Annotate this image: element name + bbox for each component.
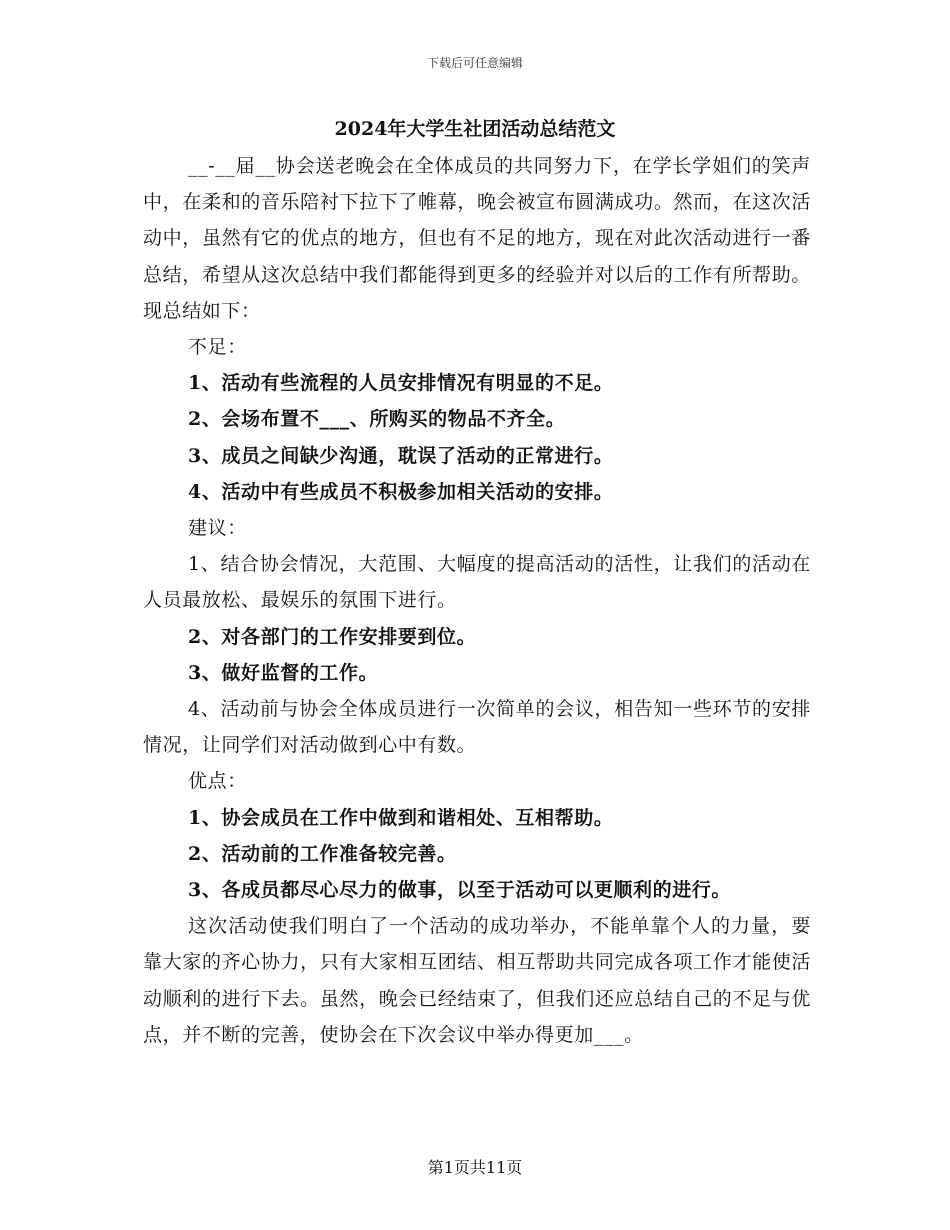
list-item: 1、结合协会情况，大范围、大幅度的提高活动的活性，让我们的活动在人员最放松、最娱乐的氛围下进行。 [143, 553, 811, 612]
page-number: 第1页共11页 [427, 1158, 523, 1177]
list-item: 2、对各部门的工作安排要到位。 [188, 625, 477, 648]
document-body [143, 148, 811, 1053]
paragraph: 这次活动使我们明白了一个活动的成功举办，不能单靠个人的力量，要靠大家的齐心协力，只有大家相互团结、相互帮助共同完成各项工作才能使活动顺利的进行下去。虽然，晚会已经结束了，但我们还应总结自己的不足与优点，并不断的完善，使协会在下次会议中举办得更加___。 [143, 915, 811, 1046]
list-item: 3、各成员都尽心尽力的做事，以至于活动可以更顺利的进行。 [188, 879, 732, 902]
list-item: 3、成员之间缺少沟通，耽误了活动的正常进行。 [188, 444, 614, 467]
list-item: 2、活动前的工作准备较完善。 [188, 842, 457, 865]
section-heading: 建议： [188, 517, 247, 540]
paragraph: __-__届__协会送老晚会在全体成员的共同努力下，在学长学姐们的笑声中，在柔和的音乐陪衬下拉下了帷幕，晚会被宣布圆满成功。然而，在这次活动中，虽然有它的优点的地方，但也有不足的地方，现在对此次活动进行一番总结，希望从这次总结中我们都能得到更多的经验并对以后的工作有所帮助。现总结如下： [143, 155, 811, 322]
list-item: 1、活动有些流程的人员安排情况有明显的不足。 [188, 372, 614, 395]
header-note: 下载后可任意编辑 [426, 56, 523, 70]
list-item: 3、做好监督的工作。 [188, 661, 379, 684]
list-item: 4、活动中有些成员不积极参加相关活动的安排。 [188, 480, 614, 503]
list-item: 4、活动前与协会全体成员进行一次简单的会议，相告知一些环节的安排情况，让同学们对活动做到心中有数。 [143, 698, 811, 757]
document-title: 2024年大学生社团活动总结范文 [334, 118, 616, 140]
list-item: 1、协会成员在工作中做到和谐相处、互相帮助。 [188, 806, 614, 829]
section-heading: 不足： [188, 336, 247, 359]
section-heading: 优点： [188, 770, 247, 793]
list-item: 2、会场布置不___、所购买的物品不齐全。 [188, 408, 566, 431]
